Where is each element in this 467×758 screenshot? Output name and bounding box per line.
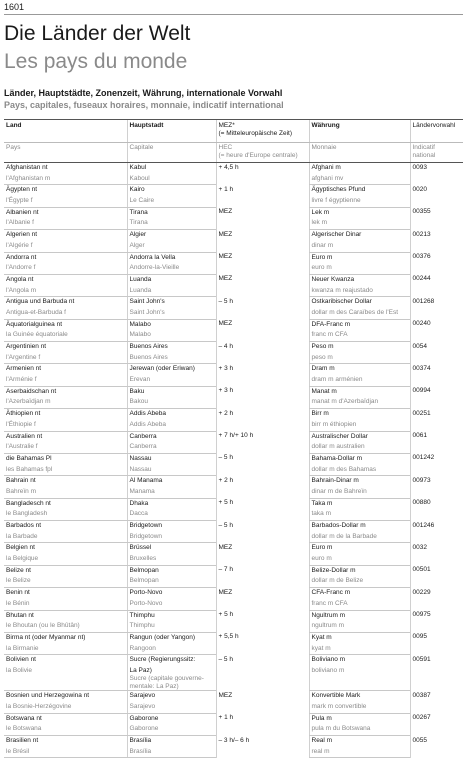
capital-fr: Canberra	[127, 442, 216, 453]
currency-de: Ägyptisches Pfund	[309, 185, 410, 196]
dialing-code: 001268	[410, 297, 463, 319]
currency-fr: boliviano m	[309, 666, 410, 691]
currency-fr: mark m convertible	[309, 702, 410, 713]
capital-fr: Andorre-la-Vieille	[127, 263, 216, 274]
page-number: 1601	[4, 2, 25, 12]
country-name-de: Äthiopien nt	[6, 410, 41, 418]
header-hec-line2: (= heure d'Europe centrale)	[218, 151, 298, 159]
time-offset: MEZ	[216, 691, 309, 713]
country-name-de: Belgien nt	[6, 544, 35, 552]
country-name-de: Bangladesch nt	[6, 499, 51, 507]
currency-fr: dollar m de Belize	[309, 576, 410, 587]
capital-de: Kabul	[127, 163, 216, 174]
currency-de: Afghani m	[309, 163, 410, 174]
country-name-de: Albanien nt	[6, 208, 39, 216]
capital-de: Nassau	[127, 453, 216, 464]
currency-de: Birr m	[309, 409, 410, 420]
currency-fr: birr m éthiopien	[309, 420, 410, 431]
currency-fr: taka m	[309, 509, 410, 520]
header-pays: Pays	[4, 143, 127, 163]
subtitle-german: Länder, Hauptstädte, Zonenzeit, Währung, internationale Vorwahl	[4, 88, 283, 98]
capital-fr: Rangoon	[127, 644, 216, 655]
table-row	[4, 185, 463, 196]
currency-de: Ngultrum m	[309, 610, 410, 621]
title-german: Die Länder der Welt	[4, 22, 191, 45]
header-hec-line1: HEC	[218, 144, 233, 151]
currency-fr: euro m	[309, 554, 410, 565]
table-row	[4, 319, 463, 330]
currency-fr: euro m	[309, 263, 410, 274]
table-row	[4, 655, 463, 666]
time-offset: MEZ	[216, 252, 309, 274]
table-row	[4, 207, 463, 218]
dialing-code: 001246	[410, 521, 463, 543]
country-name-fr: l'Égypte f	[4, 196, 127, 207]
table-row	[4, 342, 463, 353]
capital-de: Rangun (oder Yangon)	[127, 632, 216, 643]
country-name-fr: le Botswana	[4, 724, 127, 735]
header-indicatif	[410, 143, 463, 163]
time-offset: + 2 h	[216, 409, 309, 431]
currency-de: Euro m	[309, 252, 410, 263]
country-name-de: Botswana nt	[6, 714, 42, 722]
capital-fr: Alger	[127, 241, 216, 252]
time-offset: MEZ	[216, 230, 309, 252]
country-name-fr: la Barbade	[4, 532, 127, 543]
country-name-fr: la Belgique	[4, 554, 127, 565]
currency-de: DFA-Franc m	[309, 319, 410, 330]
time-offset: – 7 h	[216, 565, 309, 587]
table-row	[4, 163, 463, 174]
dialing-code: 00501	[410, 565, 463, 587]
capital-fr: Bridgetown	[127, 532, 216, 543]
currency-fr: dollar m des Caraïbes de l'Est	[309, 308, 410, 319]
currency-fr: real m	[309, 747, 410, 758]
currency-fr: franc m CFA	[309, 330, 410, 341]
dialing-code: 00973	[410, 476, 463, 498]
dialing-code: 00376	[410, 252, 463, 274]
table-row	[4, 476, 463, 487]
capital-de: Buenos Aires	[127, 342, 216, 353]
country-name-de: Bhutan nt	[6, 611, 34, 619]
currency-de: Manat m	[309, 386, 410, 397]
capital-de: Belmopan	[127, 565, 216, 576]
capital-fr: Thimphu	[127, 621, 216, 632]
currency-fr: livre f égyptienne	[309, 196, 410, 207]
time-offset: + 3 h	[216, 364, 309, 386]
country-name-fr: l'Australie f	[4, 442, 127, 453]
header-mez	[216, 120, 309, 143]
capital-fr: Porto-Novo	[127, 599, 216, 610]
country-name-de: Australien nt	[6, 432, 43, 440]
capital-fr: Belmopan	[127, 576, 216, 587]
country-name-fr: la Birmanie	[4, 644, 127, 655]
country-name-fr: le Bhoutan (ou le Bhûtân)	[4, 621, 127, 632]
country-name-de: Bolivien nt	[6, 656, 36, 664]
capital-fr: Luanda	[127, 286, 216, 297]
header-row-french	[4, 143, 463, 163]
country-name-fr: la Bosnie-Herzégovine	[4, 702, 127, 713]
currency-fr: franc m CFA	[309, 599, 410, 610]
capital-fr: Kaboul	[127, 174, 216, 185]
capital-de: Luanda	[127, 274, 216, 285]
table-row	[4, 691, 463, 702]
country-name-de: Armenien nt	[6, 365, 42, 373]
country-name-fr: le Bénin	[4, 599, 127, 610]
currency-de: Ostkaribischer Dollar	[309, 297, 410, 308]
capital-de: Bridgetown	[127, 521, 216, 532]
dialing-code: 0061	[410, 431, 463, 453]
capital-fr: Buenos Aires	[127, 353, 216, 364]
table-row	[4, 252, 463, 263]
currency-fr: dinar m de Bahreïn	[309, 487, 410, 498]
header-indicatif-line1: Indicatif	[412, 144, 435, 151]
capital-de: Jerewan (oder Eriwan)	[127, 364, 216, 375]
table-row	[4, 632, 463, 643]
table-row	[4, 713, 463, 724]
time-offset: – 3 h/– 6 h	[216, 736, 309, 758]
country-name-fr: le Belize	[4, 576, 127, 587]
table-row	[4, 364, 463, 375]
time-offset: MEZ	[216, 588, 309, 610]
country-name-de: Äquatorialguinea nt	[6, 320, 63, 328]
currency-fr: ngultrum m	[309, 621, 410, 632]
country-name-de: Angola nt	[6, 275, 34, 283]
time-offset: + 1 h	[216, 713, 309, 735]
country-name-de: Argentinien nt	[6, 343, 47, 350]
time-offset: + 2 h	[216, 476, 309, 498]
capital-de: Canberra	[127, 431, 216, 442]
title-french: Les pays du monde	[4, 50, 188, 73]
currency-fr: dinar m	[309, 241, 410, 252]
time-offset: MEZ	[216, 274, 309, 296]
currency-fr: kwanza m reajustado	[309, 286, 410, 297]
capital-de: Malabo	[127, 319, 216, 330]
country-name-de: Afghanistan nt	[6, 164, 48, 171]
header-hauptstadt: Hauptstadt	[127, 120, 216, 143]
table-row	[4, 543, 463, 554]
currency-de: Australischer Dollar	[309, 431, 410, 442]
capital-de: Dhaka	[127, 498, 216, 509]
capital-de: Al Manama	[127, 476, 216, 487]
dialing-code: 0032	[410, 543, 463, 565]
country-name-de: Ägypten nt	[6, 186, 38, 194]
country-name-de: Benin nt	[6, 589, 30, 597]
dialing-code: 00355	[410, 207, 463, 229]
table-row	[4, 521, 463, 532]
capital-fr-line: mentale: La Paz)	[129, 682, 179, 690]
capital-fr: Gaborone	[127, 724, 216, 735]
dialing-code: 00229	[410, 588, 463, 610]
capital-de: Porto-Novo	[127, 588, 216, 599]
currency-fr: manat m d'Azerbaïdjan	[309, 397, 410, 408]
capital-fr: Malabo	[127, 330, 216, 341]
header-mez-line1: MEZ*	[218, 122, 235, 129]
currency-de: Boliviano m	[309, 655, 410, 666]
currency-fr: dollar m de la Barbade	[309, 532, 410, 543]
table-row	[4, 431, 463, 442]
country-name-fr: l'Albanie f	[4, 218, 127, 229]
currency-de: Bahrain-Dinar m	[309, 476, 410, 487]
table-row	[4, 610, 463, 621]
country-name-fr: Antigua-et-Barbuda f	[4, 308, 127, 319]
dialing-code: 0020	[410, 185, 463, 207]
country-name-de: Algerien nt	[6, 231, 38, 239]
table-row	[4, 409, 463, 420]
currency-de: Neuer Kwanza	[309, 274, 410, 285]
time-offset: + 3 h	[216, 386, 309, 408]
country-name-de: die Bahamas Pl	[6, 454, 52, 462]
table-row	[4, 230, 463, 241]
time-offset: + 7 h/+ 10 h	[216, 431, 309, 453]
capital-de: Sucre (Regierungssitz:	[127, 655, 216, 666]
currency-fr: peso m	[309, 353, 410, 364]
country-name-fr: le Bangladesh	[4, 509, 127, 520]
capital-fr	[127, 666, 216, 691]
capital-de: Sarajevo	[127, 691, 216, 702]
header-mez-line2: (= Mitteleuropäische Zeit)	[218, 129, 293, 137]
currency-de: CFA-Franc m	[309, 588, 410, 599]
capital-de: Baku	[127, 386, 216, 397]
currency-de: Kyat m	[309, 632, 410, 643]
header-vorwahl: Ländervorwahl	[410, 120, 463, 143]
dialing-code: 00374	[410, 364, 463, 386]
table-row	[4, 588, 463, 599]
country-name-fr: la Bolivie	[4, 666, 127, 691]
table-body	[4, 163, 463, 758]
dialing-code: 00975	[410, 610, 463, 632]
country-name-de: Birma nt (oder Myanmar nt)	[6, 633, 86, 641]
dialing-code: 00213	[410, 230, 463, 252]
dialing-code: 00244	[410, 274, 463, 296]
top-rule	[4, 14, 463, 15]
country-name-fr: l'Argentine f	[4, 353, 127, 364]
capital-de: Kairo	[127, 185, 216, 196]
capital-fr: Dacca	[127, 509, 216, 520]
capital-de: Brüssel	[127, 543, 216, 554]
country-name-de: Barbados nt	[6, 522, 42, 529]
country-name-fr: la Guinée équatoriale	[4, 330, 127, 341]
currency-fr: dollar m australien	[309, 442, 410, 453]
time-offset: MEZ	[216, 207, 309, 229]
dialing-code: 0095	[410, 632, 463, 654]
dialing-code: 00387	[410, 691, 463, 713]
currency-de: Algerischer Dinar	[309, 230, 410, 241]
capital-fr: Brasília	[127, 747, 216, 758]
capital-fr: Bruxelles	[127, 554, 216, 565]
country-name-de: Bosnien und Herzegowina nt	[6, 692, 90, 700]
dialing-code: 00880	[410, 498, 463, 520]
dialing-code: 00251	[410, 409, 463, 431]
currency-de: Euro m	[309, 543, 410, 554]
dialing-code: 0093	[410, 163, 463, 185]
time-offset: + 4,5 h	[216, 163, 309, 185]
capital-fr: Bakou	[127, 397, 216, 408]
currency-de: Barbados-Dollar m	[309, 521, 410, 532]
table-row	[4, 736, 463, 747]
capital-fr: Manama	[127, 487, 216, 498]
capital-de: Saint John's	[127, 297, 216, 308]
time-offset: – 5 h	[216, 521, 309, 543]
currency-de: Belize-Dollar m	[309, 565, 410, 576]
country-name-fr: l'Azerbaïdjan m	[4, 397, 127, 408]
capital-de: Addis Abeba	[127, 409, 216, 420]
header-capitale: Capitale	[127, 143, 216, 163]
time-offset: + 5 h	[216, 498, 309, 520]
time-offset: + 5 h	[216, 610, 309, 632]
currency-de: Lek m	[309, 207, 410, 218]
time-offset: – 5 h	[216, 297, 309, 319]
table-row	[4, 297, 463, 308]
capital-de: Tirana	[127, 207, 216, 218]
dialing-code: 0054	[410, 342, 463, 364]
header-land: Land	[4, 120, 127, 143]
currency-fr: kyat m	[309, 644, 410, 655]
currency-de: Taka m	[309, 498, 410, 509]
subtitle-french: Pays, capitales, fuseaux horaires, monnaie, indicatif international	[4, 100, 284, 110]
capital-fr: Sarajevo	[127, 702, 216, 713]
capital-fr: Addis Abeba	[127, 420, 216, 431]
time-offset: MEZ	[216, 543, 309, 565]
capital-fr: Saint John's	[127, 308, 216, 319]
capital-fr-line: Sucre (capitale gouverne-	[129, 674, 204, 682]
currency-de: Bahama-Dollar m	[309, 453, 410, 464]
capital-de: Andorra la Vella	[127, 252, 216, 263]
dialing-code: 0055	[410, 736, 463, 758]
country-name-fr: Bahreïn m	[4, 487, 127, 498]
currency-de: Peso m	[309, 342, 410, 353]
dialing-code: 00267	[410, 713, 463, 735]
capital-de: Thimphu	[127, 610, 216, 621]
time-offset: – 5 h	[216, 655, 309, 691]
country-name-fr: les Bahamas fpl	[4, 465, 127, 476]
time-offset: + 5,5 h	[216, 632, 309, 654]
country-name-fr: l'Angola m	[4, 286, 127, 297]
time-offset: – 4 h	[216, 342, 309, 364]
country-name-de: Bahrain nt	[6, 477, 36, 485]
country-name-de: Andorra nt	[6, 253, 37, 261]
country-name-de: Belize nt	[6, 566, 31, 574]
countries-table	[4, 119, 463, 758]
country-name-fr: l'Afghanistan m	[4, 174, 127, 185]
header-monnaie: Monnaie	[309, 143, 410, 163]
table-row	[4, 498, 463, 509]
dialing-code: 00240	[410, 319, 463, 341]
country-name-fr: l'Éthiopie f	[4, 420, 127, 431]
currency-fr: dram m arménien	[309, 375, 410, 386]
capital-fr: Tirana	[127, 218, 216, 229]
capital-fr: Erevan	[127, 375, 216, 386]
dialing-code: 00591	[410, 655, 463, 691]
currency-fr: lek m	[309, 218, 410, 229]
country-name-fr: l'Arménie f	[4, 375, 127, 386]
currency-de: Pula m	[309, 713, 410, 724]
header-row-german	[4, 120, 463, 143]
country-name-fr: l'Andorre f	[4, 263, 127, 274]
capital-fr: Le Caire	[127, 196, 216, 207]
country-name-de: Brasilien nt	[6, 737, 39, 745]
capital-de: Brasília	[127, 736, 216, 747]
capital-de: Gaborone	[127, 713, 216, 724]
currency-fr: afghani mv	[309, 174, 410, 185]
header-waehrung: Währung	[309, 120, 410, 143]
time-offset: + 1 h	[216, 185, 309, 207]
capital-fr: Nassau	[127, 465, 216, 476]
table-row	[4, 453, 463, 464]
table-row	[4, 386, 463, 397]
time-offset: MEZ	[216, 319, 309, 341]
capital-fr-line: La Paz)	[129, 666, 152, 674]
table-row	[4, 274, 463, 285]
dialing-code: 00994	[410, 386, 463, 408]
country-name-fr: le Brésil	[4, 747, 127, 758]
currency-de: Konvertible Mark	[309, 691, 410, 702]
country-name-de: Aserbaidschan nt	[6, 387, 57, 395]
currency-fr: dollar m des Bahamas	[309, 465, 410, 476]
time-offset: – 5 h	[216, 453, 309, 475]
currency-de: Real m	[309, 736, 410, 747]
country-name-fr: l'Algérie f	[4, 241, 127, 252]
header-indicatif-line2: national	[412, 151, 436, 159]
header-hec	[216, 143, 309, 163]
capital-de: Algier	[127, 230, 216, 241]
currency-fr: pula m du Botswana	[309, 724, 410, 735]
currency-de: Dram m	[309, 364, 410, 375]
country-name-de: Antigua und Barbuda nt	[6, 298, 75, 306]
dialing-code: 001242	[410, 453, 463, 475]
table-row	[4, 565, 463, 576]
